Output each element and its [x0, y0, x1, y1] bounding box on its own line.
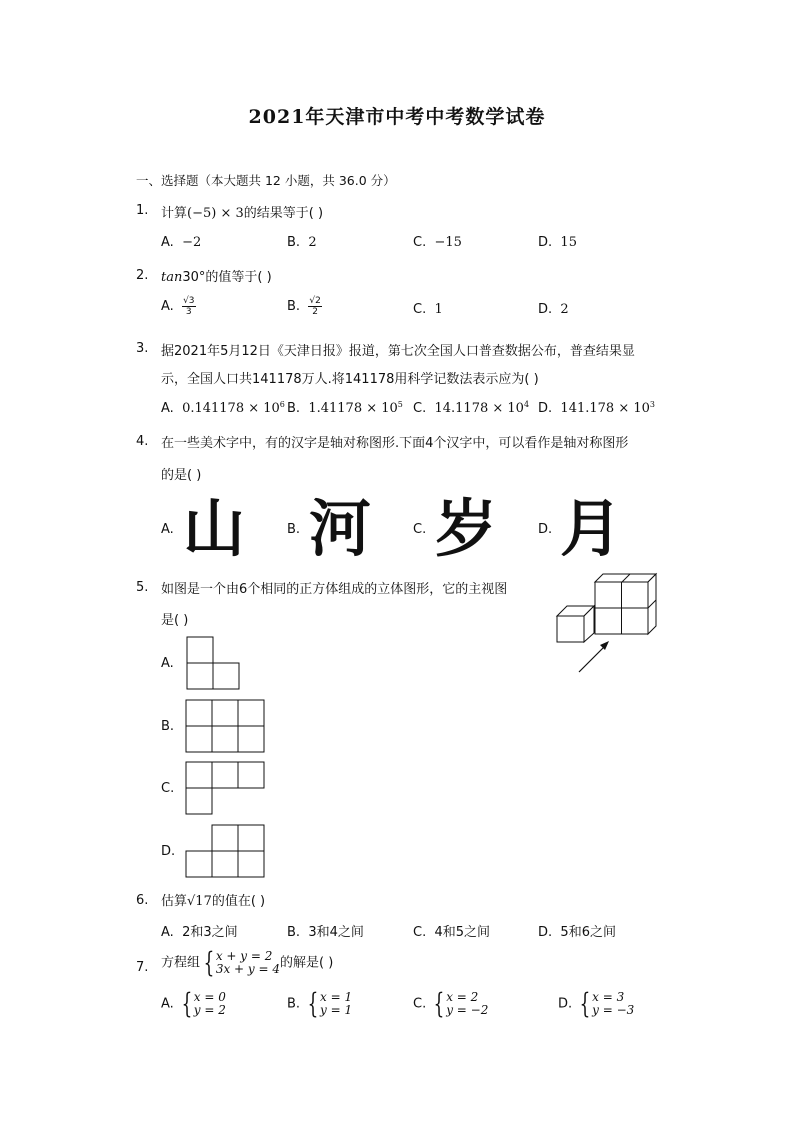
- option-label: A.: [161, 299, 174, 314]
- option-label: C.: [413, 925, 427, 940]
- question-stem: [161, 890, 265, 909]
- question-number: 3.: [136, 341, 149, 356]
- stem-text: 估算: [161, 894, 188, 909]
- option-a-figure: [186, 636, 242, 692]
- option-label: D.: [538, 235, 553, 250]
- option-c[interactable]: C.: [161, 781, 175, 796]
- option-d[interactable]: [538, 921, 616, 940]
- option-exponent: 6: [279, 400, 285, 409]
- stem-text: 30°的值等于( ): [182, 270, 272, 285]
- option-c[interactable]: C.: [413, 522, 427, 537]
- option-d[interactable]: [558, 987, 635, 1020]
- option-label: B.: [287, 299, 301, 314]
- option-label: D.: [538, 302, 553, 317]
- option-fraction: $\frac{√2}{2}$: [309, 296, 321, 317]
- question-stem: [161, 202, 323, 221]
- option-b[interactable]: [287, 921, 364, 940]
- stem-text: 方程组: [161, 955, 201, 971]
- option-b[interactable]: [287, 296, 322, 317]
- option-system: x = 3 y = −3: [592, 990, 635, 1017]
- option-label: D.: [538, 401, 553, 416]
- option-c[interactable]: [413, 302, 443, 317]
- option-label: A.: [161, 401, 174, 416]
- option-a[interactable]: [161, 400, 285, 416]
- option-label: B.: [287, 401, 301, 416]
- option-exponent: 4: [523, 400, 530, 409]
- option-value: 4和5之间: [434, 925, 491, 940]
- option-d[interactable]: D.: [538, 522, 553, 537]
- question-number: 6.: [136, 893, 149, 908]
- brace-symbol: {: [181, 987, 193, 1020]
- option-fraction: $\frac{√3}{3}$: [183, 296, 195, 317]
- brace-symbol: {: [307, 987, 319, 1020]
- option-exponent: 5: [397, 400, 403, 409]
- option-label: C.: [413, 996, 427, 1012]
- question-stem-line1: 在一些美术字中，有的汉字是轴对称图形.下面4个汉字中，可以看作是轴对称图形: [161, 436, 629, 451]
- question-stem-line2: 的是( ): [161, 468, 202, 483]
- stem-math: tan: [161, 270, 183, 285]
- option-label: D.: [558, 996, 573, 1012]
- option-value: 141.178 × 10: [560, 401, 650, 416]
- option-d[interactable]: [538, 400, 655, 416]
- option-label: B.: [287, 235, 301, 250]
- option-a[interactable]: A.: [161, 522, 174, 537]
- stem-text: 的结果等于( ): [243, 206, 324, 221]
- option-system: x = 0 y = 2: [193, 990, 226, 1017]
- option-label: A.: [161, 235, 174, 250]
- option-value: 3和4之间: [308, 925, 364, 940]
- option-b-figure: [185, 699, 267, 755]
- option-a[interactable]: [161, 235, 201, 250]
- option-a[interactable]: [161, 987, 226, 1020]
- option-value: 2: [560, 302, 569, 317]
- solid-figure: [550, 568, 662, 676]
- option-a[interactable]: A.: [161, 656, 174, 671]
- brace-symbol: {: [579, 987, 591, 1020]
- option-b[interactable]: [287, 400, 403, 416]
- option-label: C.: [413, 235, 427, 250]
- question-number: 5.: [136, 580, 149, 595]
- option-a[interactable]: [161, 921, 238, 940]
- option-exponent: 3: [649, 400, 655, 409]
- option-value: 2: [308, 235, 317, 250]
- option-b[interactable]: B.: [161, 719, 175, 734]
- option-label: B.: [287, 925, 301, 940]
- option-d[interactable]: [538, 235, 577, 250]
- option-b[interactable]: [287, 235, 317, 250]
- question-stem: [161, 266, 272, 285]
- page-title: 2021年天津市中考中考数学试卷: [248, 106, 546, 128]
- question-number: 2.: [136, 268, 149, 283]
- option-value: 1: [434, 302, 443, 317]
- option-value: −15: [434, 235, 462, 250]
- option-d[interactable]: [538, 302, 569, 317]
- question-stem-line1: 如图是一个由6个相同的正方体组成的立体图形，它的主视图: [161, 582, 508, 597]
- question-number: 1.: [136, 203, 149, 218]
- section-heading: 一、选择题（本大题共 12 小题，共 36.0 分）: [136, 173, 396, 188]
- option-b[interactable]: B.: [287, 522, 301, 537]
- character-yue: 月: [560, 492, 623, 565]
- option-label: A.: [161, 925, 174, 940]
- option-label: A.: [161, 996, 174, 1012]
- option-c-figure: [185, 761, 267, 817]
- option-d-figure: [185, 824, 267, 880]
- stem-radical: √17: [187, 894, 212, 909]
- question-stem-line1: 据2021年5月12日《天津日报》报道，第七次全国人口普查数据公布，普查结果显: [161, 344, 635, 359]
- option-value: 15: [560, 235, 577, 250]
- option-d[interactable]: D.: [161, 844, 176, 859]
- option-value: 5和6之间: [560, 925, 616, 940]
- option-b[interactable]: [287, 987, 353, 1020]
- option-label: D.: [538, 925, 553, 940]
- question-stem: [161, 946, 334, 979]
- stem-math: (−5) × 3: [187, 206, 244, 221]
- question-number: 7.: [136, 960, 149, 975]
- option-c[interactable]: [413, 400, 529, 416]
- option-c[interactable]: [413, 987, 489, 1020]
- option-value: 0.141178 × 10: [182, 401, 280, 416]
- stem-text: 的值在( ): [211, 894, 266, 909]
- stem-text: 的解是( ): [280, 955, 334, 971]
- option-c[interactable]: [413, 235, 462, 250]
- option-value: 2和3之间: [182, 925, 238, 940]
- character-shan: 山: [183, 492, 246, 565]
- option-a[interactable]: [161, 296, 196, 317]
- option-system: x = 1 y = 1: [320, 990, 353, 1017]
- character-he: 河: [309, 492, 372, 565]
- stem-text: 计算: [161, 206, 188, 221]
- brace-symbol: {: [433, 987, 445, 1020]
- option-label: C.: [413, 401, 427, 416]
- option-label: B.: [287, 996, 301, 1012]
- option-c[interactable]: [413, 921, 490, 940]
- question-stem-line2: 是( ): [161, 613, 189, 628]
- character-sui: 岁: [435, 492, 498, 565]
- option-value: 1.41178 × 10: [308, 401, 398, 416]
- option-value: −2: [182, 235, 202, 250]
- equation-system: x + y = 2 3x + y = 4: [215, 949, 281, 976]
- option-label: C.: [413, 302, 427, 317]
- question-number: 4.: [136, 434, 149, 449]
- brace-symbol: {: [203, 946, 215, 979]
- option-system: x = 2 y = −2: [446, 990, 489, 1017]
- question-stem-line2: 示，全国人口共141178万人.将141178用科学记数法表示应为( ): [161, 372, 539, 387]
- option-value: 14.1178 × 10: [434, 401, 524, 416]
